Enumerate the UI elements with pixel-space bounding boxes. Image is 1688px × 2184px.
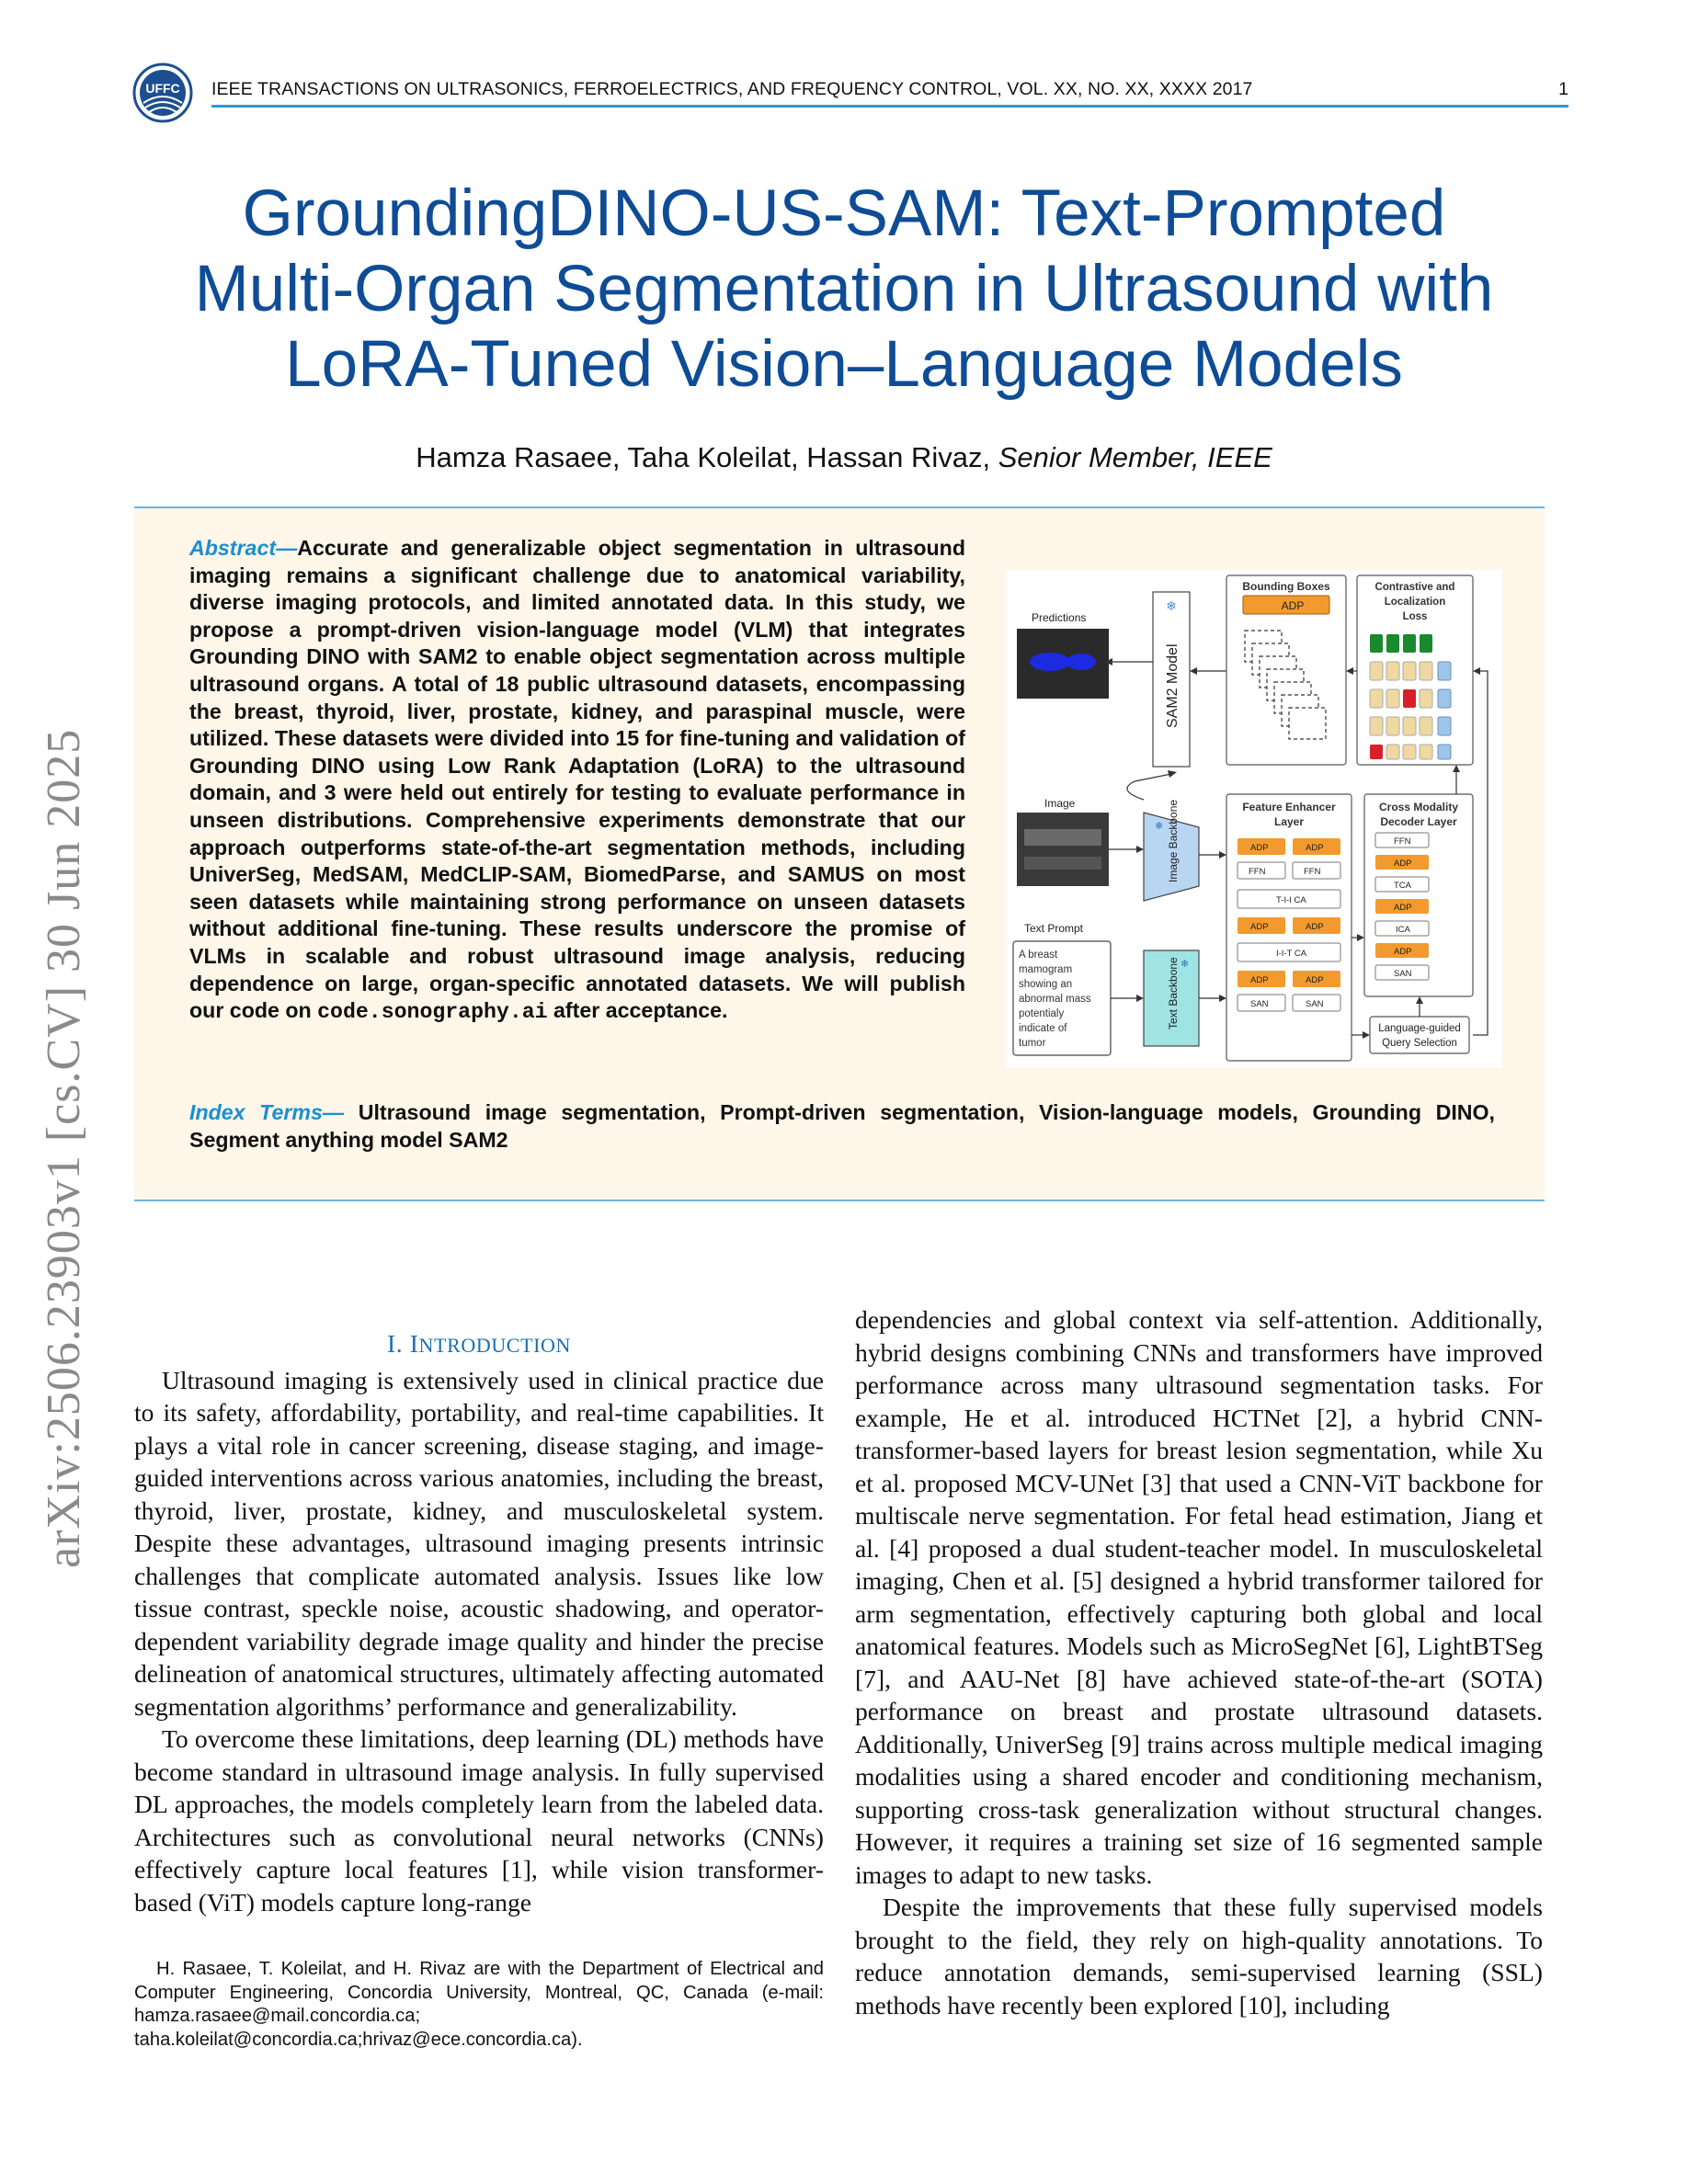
svg-text:Loss: Loss bbox=[1402, 611, 1428, 622]
paper-title bbox=[110, 176, 1578, 403]
prediction-mask bbox=[1030, 653, 1070, 671]
image-label: Image bbox=[1044, 797, 1076, 810]
page-number: 1 bbox=[1558, 79, 1568, 99]
index-terms bbox=[189, 1099, 1495, 1154]
running-head: IEEE TRANSACTIONS ON ULTRASONICS, FERROELECTRICS, AND FREQUENCY CONTROL, VOL. XX, NO. XX, XXXX 2017 bbox=[211, 79, 1253, 99]
svg-text:showing an: showing an bbox=[1019, 979, 1073, 990]
ultrasound-texture bbox=[1024, 829, 1101, 846]
author-title: Senior Member, IEEE bbox=[998, 441, 1272, 473]
prediction-mask bbox=[1066, 654, 1096, 670]
svg-text:Layer: Layer bbox=[1273, 815, 1305, 828]
svg-text:tumor: tumor bbox=[1019, 1038, 1046, 1049]
paragraph: To overcome these limitations, deep learning (DL) methods have become standard in ultrasound image analysis. In fully supervised DL approaches, the models completely learn from the labeled data. Architectures such as convolutional neural networks (CNNs) effectively capture local features [1], while vision transformer-based (ViT) models capture long-range bbox=[134, 1724, 824, 1917]
author-names: Hamza Rasaee, Taha Koleilat, Hassan Rivaz, bbox=[416, 441, 998, 473]
paragraph: dependencies and global context via self-attention. Additionally, hybrid designs combining CNNs and transformers have improved performance across many ultrasound segmentation tasks. For example, He et al. introduced HCTNet [2], a hybrid CNN-transformer-based layers for breast lesion segmentation, while Xu et al. proposed MCV-UNet [3] that used a CNN-ViT backbone for multiscale nerve segmentation. For fetal head estimation, Jiang et al. [4] proposed a dual student-teacher model. In musculoskeletal imaging, Chen et al. [5] designed a hybrid transformer tailored for arm segmentation, effectively capturing both global and local anatomical features. Models such as MicroSegNet [6], LightBTSeg [7], and AAU-Net [8] have achieved state-of-the-art (SOTA) performance on breast and prostate ultrasound datasets. Additionally, UniverSeg [9] trains across multiple medical imaging modalities using a shared encoder and conditioning mechanism, supporting cross-task generalization without structural changes. However, it requires a training set size of 16 segmented sample images to adapt to new tasks. bbox=[855, 1305, 1543, 1889]
svg-text:Decoder Layer: Decoder Layer bbox=[1380, 815, 1457, 828]
header-rule bbox=[211, 105, 1568, 108]
svg-text:SAN: SAN bbox=[1394, 969, 1412, 979]
cross-modality-blocks bbox=[1375, 833, 1429, 980]
svg-text:abnormal mass: abnormal mass bbox=[1019, 994, 1091, 1005]
svg-text:ADP: ADP bbox=[1250, 843, 1269, 853]
svg-text:Localization: Localization bbox=[1384, 597, 1446, 608]
svg-text:ADP: ADP bbox=[1250, 922, 1269, 932]
index-terms-label: Index Terms— bbox=[189, 1100, 345, 1124]
svg-text:ADP: ADP bbox=[1306, 922, 1324, 932]
svg-text:FFN: FFN bbox=[1394, 836, 1411, 847]
title-line-2: Multi-Organ Segmentation in Ultrasound with bbox=[194, 253, 1494, 325]
svg-text:TCA: TCA bbox=[1394, 881, 1411, 891]
svg-text:SAN: SAN bbox=[1306, 999, 1324, 1009]
adp-label: ADP bbox=[1281, 599, 1305, 612]
snowflake-icon: ❄ bbox=[1155, 821, 1164, 832]
svg-text:ADP: ADP bbox=[1394, 903, 1412, 913]
index-terms-text: Ultrasound image segmentation, Prompt-driven segmentation, Vision-language models, Grounding DINO, Segment anything model SAM2 bbox=[189, 1100, 1495, 1152]
abstract-label: Abstract— bbox=[189, 536, 298, 560]
text-backbone-label: Text Backbone bbox=[1167, 957, 1180, 1029]
input-image bbox=[1017, 813, 1109, 886]
svg-text:mamogram: mamogram bbox=[1019, 964, 1073, 975]
author-list bbox=[110, 441, 1578, 474]
abstract-text: Accurate and generalizable object segmentation in ultrasound imaging remains a significant challenge due to anatomical variability, diverse imaging protocols, and limited annotated data. In this study, we propose a prompt-driven vision-language model (VLM) that integrates Grounding DINO with SAM2 to enable object segmentation across multiple ultrasound organs. A total of 18 public ultrasound datasets, encompassing the breast, thyroid, liver, prostate, kidney, and paraspinal muscle, were utilized. These datasets were divided into 15 for fine-tuning and validation of Grounding DINO using Low Rank Adaptation (LoRA) to the ultrasound domain, and 3 were held out entirely for testing to evaluate performance in unseen distributions. Comprehensive experiments demonstrate that our approach outperforms state-of-the-art segmentation methods, including UniverSeg, MedSAM, MedCLIP-SAM, BiomedParse, and SAMUS on most seen datasets while maintaining strong performance on unseen datasets without additional fine-tuning. These results underscore the promise of VLMs in scalable and robust ultrasound image analysis, reducing dependence on large, organ-specific annotated datasets. We will publish our code on bbox=[189, 536, 965, 1023]
text-prompt-label: Text Prompt bbox=[1024, 922, 1084, 935]
svg-text:ADP: ADP bbox=[1306, 975, 1324, 985]
snowflake-icon: ❄ bbox=[1180, 959, 1190, 970]
image-backbone-label: Image Backbone bbox=[1167, 799, 1180, 882]
svg-text:Feature Enhancer: Feature Enhancer bbox=[1242, 801, 1336, 813]
author-affiliation-footnote: H. Rasaee, T. Koleilat, and H. Rivaz are with the Department of Electrical and Computer Engineering, Concordia University, Montreal, QC, Canada (e-mail: hamza.rasaee@mail.concordia.ca; taha.koleilat@concordia.ca;hrivaz@ece.concordia.ca). bbox=[134, 1959, 824, 2050]
svg-text:ADP: ADP bbox=[1306, 843, 1324, 853]
code-url[interactable]: code.sonography.ai bbox=[317, 1000, 548, 1025]
sam2-label: SAM2 Model bbox=[1165, 643, 1180, 728]
section-heading: I. INTRODUCTION bbox=[386, 1329, 572, 1358]
right-column bbox=[855, 1303, 1543, 2021]
bounding-boxes-title: Bounding Boxes bbox=[1242, 580, 1330, 593]
svg-text:T-I-I CA: T-I-I CA bbox=[1276, 895, 1306, 905]
svg-text:ADP: ADP bbox=[1394, 859, 1412, 869]
svg-text:ADP: ADP bbox=[1394, 947, 1412, 957]
abstract bbox=[189, 535, 965, 1027]
title-line-1: GroundingDINO-US-SAM: Text-Prompted bbox=[242, 177, 1446, 250]
arxiv-identifier: arXiv:2506.23903v1 [cs.CV] 30 Jun 2025 bbox=[38, 728, 90, 1568]
svg-text:A breast: A breast bbox=[1019, 950, 1058, 961]
svg-text:ADP: ADP bbox=[1250, 975, 1269, 985]
title-line-3: LoRA-Tuned Vision–Language Models bbox=[285, 328, 1403, 401]
svg-text:I-I-T CA: I-I-T CA bbox=[1276, 949, 1307, 959]
svg-text:indicate of: indicate of bbox=[1019, 1023, 1067, 1034]
abstract-tail: after acceptance. bbox=[547, 998, 728, 1023]
svg-text:SAN: SAN bbox=[1250, 999, 1269, 1009]
svg-text:Cross Modality: Cross Modality bbox=[1378, 801, 1459, 813]
logo-text: UFFC bbox=[145, 81, 180, 96]
paragraph: Ultrasound imaging is extensively used in clinical practice due to its safety, affordability, portability, and real-time capabilities. It plays a vital role in cancer screening, disease staging, and image-guided interventions across various anatomies, including the breast, thyroid, liver, prostate, kidney, and musculoskeletal system. Despite these advantages, ultrasound imaging presents intrinsic challenges that complicate automated analysis. Issues like low tissue contrast, speckle noise, acoustic shadowing, and operator-dependent variability degrade image quality and hinder the precise delineation of anatomical structures, ultimately affecting automated segmentation algorithms’ performance and generalizability. bbox=[134, 1365, 824, 1721]
svg-text:Contrastive and: Contrastive and bbox=[1374, 582, 1455, 593]
svg-text:potentialy: potentialy bbox=[1019, 1008, 1065, 1019]
uffc-logo bbox=[132, 63, 193, 123]
predictions-label: Predictions bbox=[1032, 611, 1087, 624]
paragraph: Despite the improvements that these fully supervised models brought to the field, they rely on high-quality annotations. To reduce annotation demands, semi-supervised learning (SSL) methods have recently been explored [10], including bbox=[855, 1893, 1543, 2019]
svg-text:FFN: FFN bbox=[1249, 867, 1266, 877]
svg-text:FFN: FFN bbox=[1304, 867, 1321, 877]
svg-text:Query Selection: Query Selection bbox=[1382, 1038, 1457, 1049]
left-column bbox=[134, 1327, 824, 1918]
ultrasound-texture bbox=[1024, 857, 1101, 870]
svg-text:Language-guided: Language-guided bbox=[1378, 1023, 1461, 1034]
architecture-figure bbox=[1006, 570, 1502, 1068]
snowflake-icon: ❄ bbox=[1166, 598, 1177, 613]
svg-text:ICA: ICA bbox=[1396, 925, 1410, 935]
